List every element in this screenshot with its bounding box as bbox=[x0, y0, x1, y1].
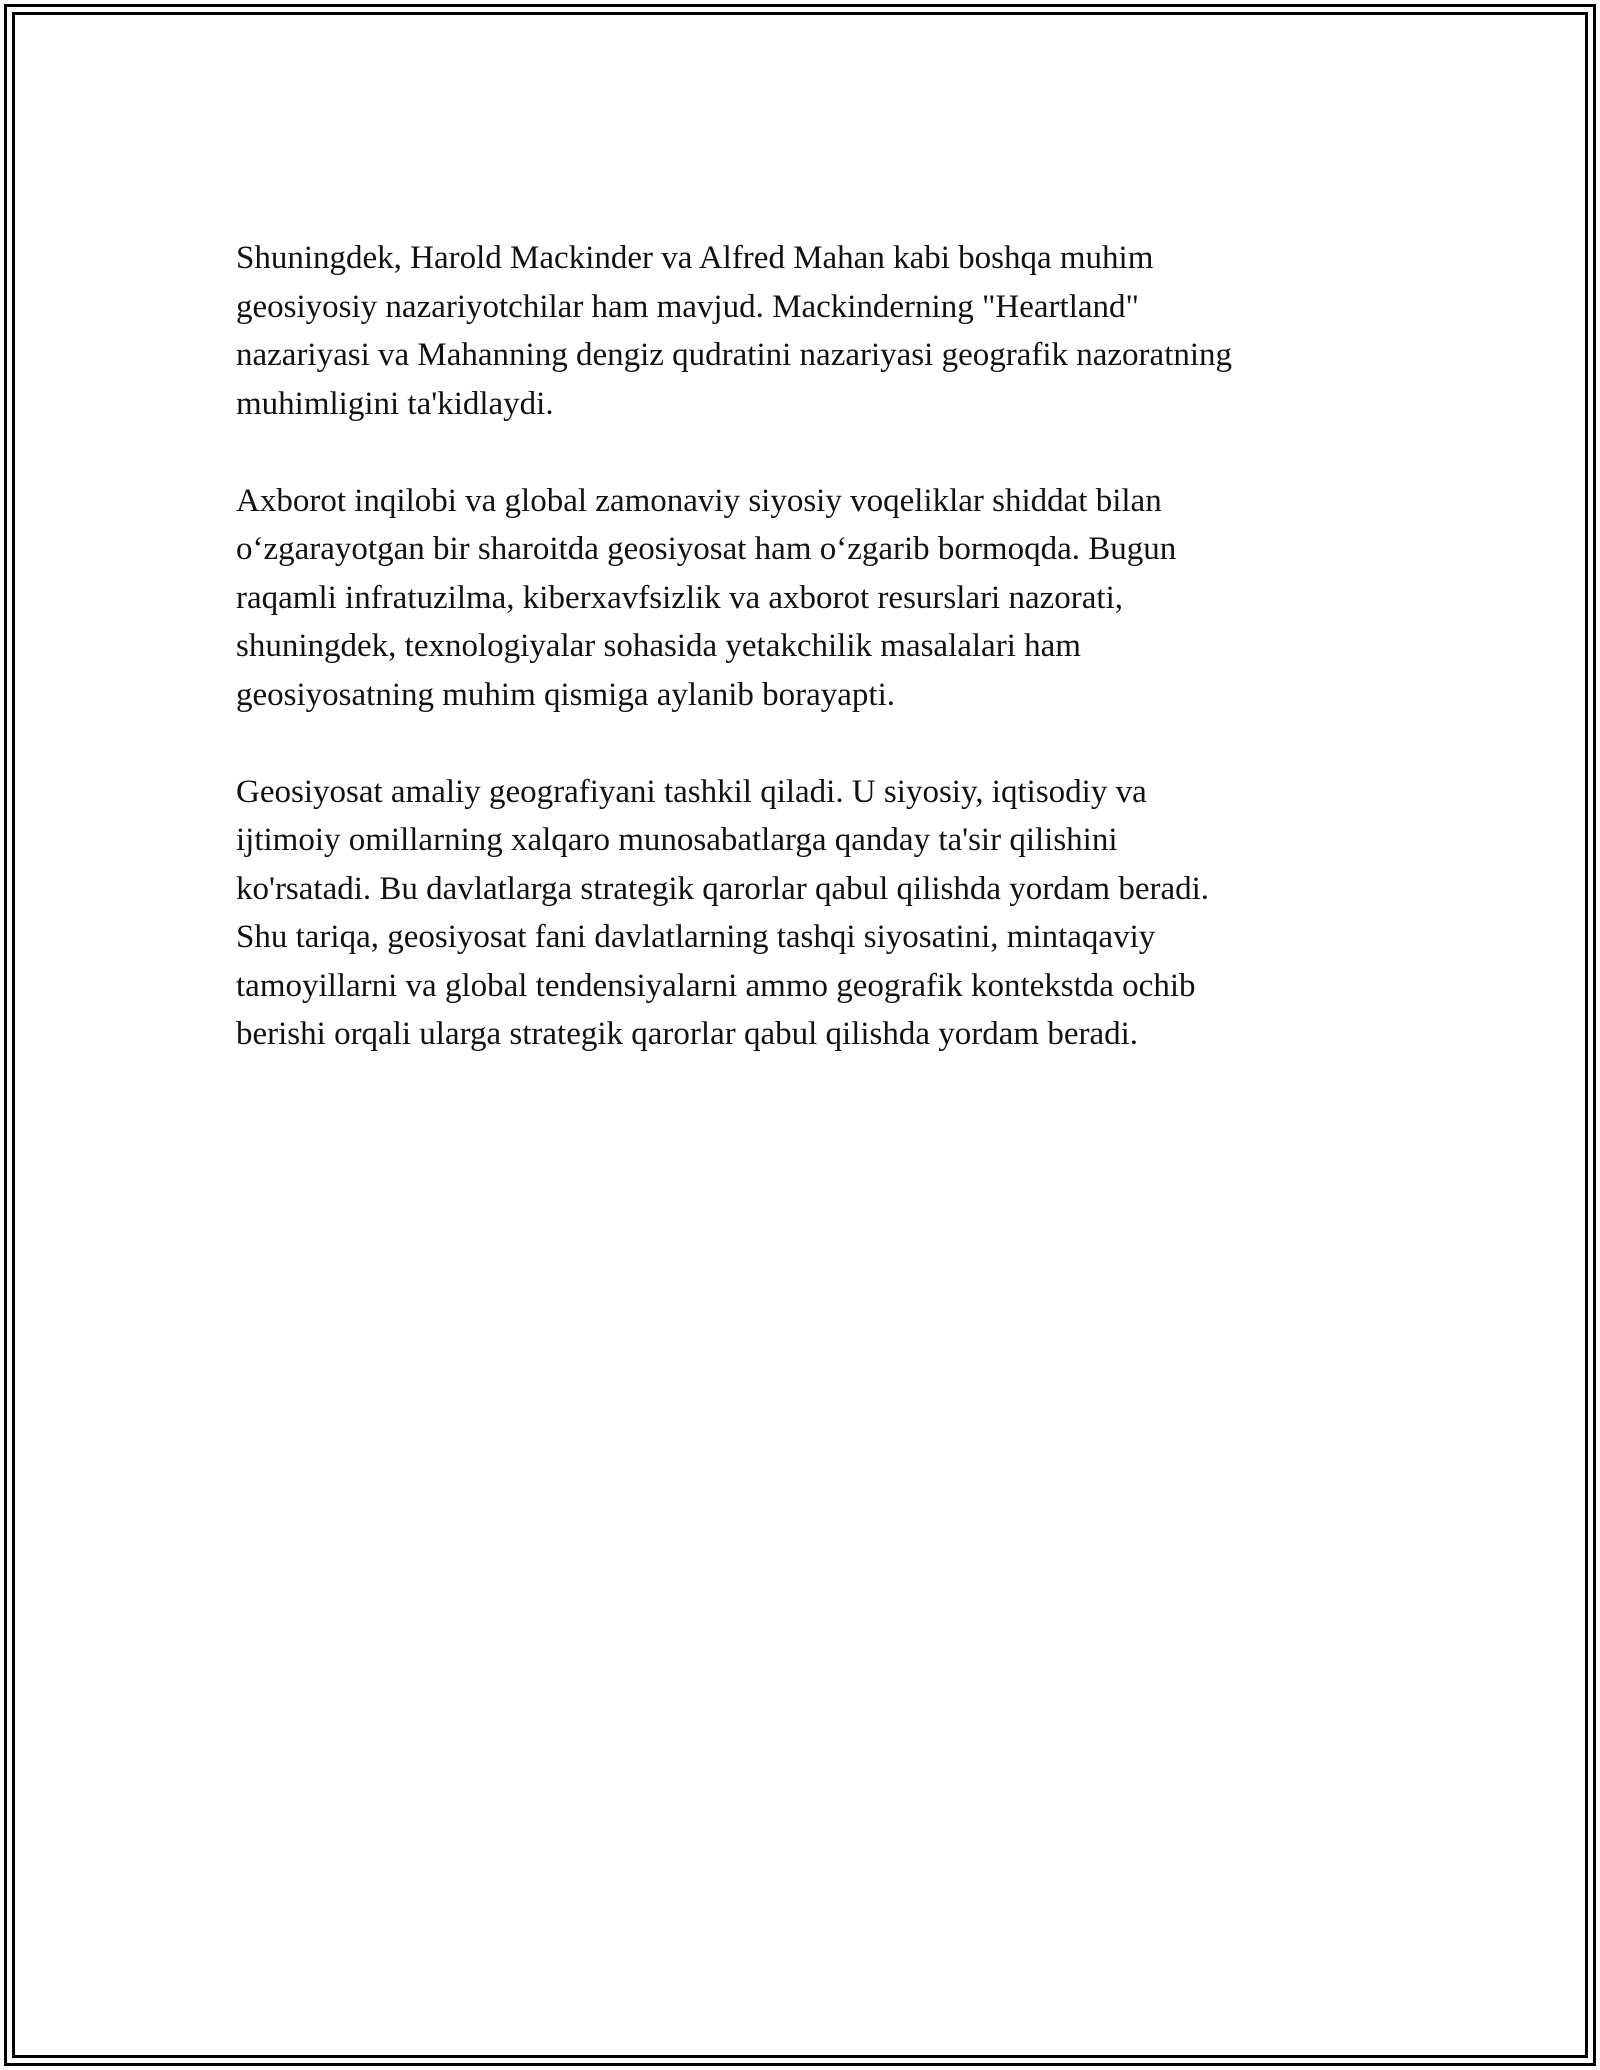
paragraph-line: Geosiyosat amaliy geografiyani tashkil qiladi. U siyosiy, iqtisodiy va bbox=[236, 773, 1147, 810]
paragraph-line: ko'rsatadi. Bu davlatlarga strategik qarorlar qabul qilishda yordam beradi. bbox=[236, 870, 1210, 907]
paragraph-line: muhimligini ta'kidlaydi. bbox=[236, 385, 554, 422]
paragraph-line: geosiyosiy nazariyotchilar ham mavjud. Mackinderning "Heartland" bbox=[236, 288, 1140, 325]
paragraph-line: Shuningdek, Harold Mackinder va Alfred Mahan kabi boshqa muhim bbox=[236, 240, 1154, 276]
paragraph-line: o‘zgarayotgan bir sharoitda geosiyosat ham o‘zgarib bormoqda. Bugun bbox=[236, 531, 1177, 567]
paragraph-line: shuningdek, texnologiyalar sohasida yetakchilik masalalari ham bbox=[236, 628, 1081, 664]
paragraph-line: Shu tariqa, geosiyosat fani davlatlarning tashqi siyosatini, mintaqaviy bbox=[236, 919, 1156, 955]
paragraph-1 bbox=[236, 234, 1366, 428]
paragraph-3 bbox=[236, 768, 1366, 1059]
paragraph-line: nazariyasi va Mahanning dengiz qudratini nazariyasi geografik nazoratning bbox=[236, 337, 1233, 373]
paragraph-line: geosiyosatning muhim qismiga aylanib borayapti. bbox=[236, 676, 895, 713]
paragraph-2 bbox=[236, 477, 1366, 720]
paragraph-line: raqamli infratuzilma, kiberxavfsizlik va axborot resurslari nazorati, bbox=[236, 579, 1123, 616]
paragraph-line: tamoyillarni va global tendensiyalarni ammo geografik kontekstda ochib bbox=[236, 967, 1196, 1004]
paragraph-line: Axborot inqilobi va global zamonaviy siyosiy voqeliklar shiddat bilan bbox=[236, 482, 1162, 519]
document-body bbox=[236, 234, 1366, 1107]
paragraph-line: ijtimoiy omillarning xalqaro munosabatlarga qanday ta'sir qilishini bbox=[236, 822, 1118, 858]
paragraph-line: berishi orqali ularga strategik qarorlar qabul qilishda yordam beradi. bbox=[236, 1016, 1139, 1052]
